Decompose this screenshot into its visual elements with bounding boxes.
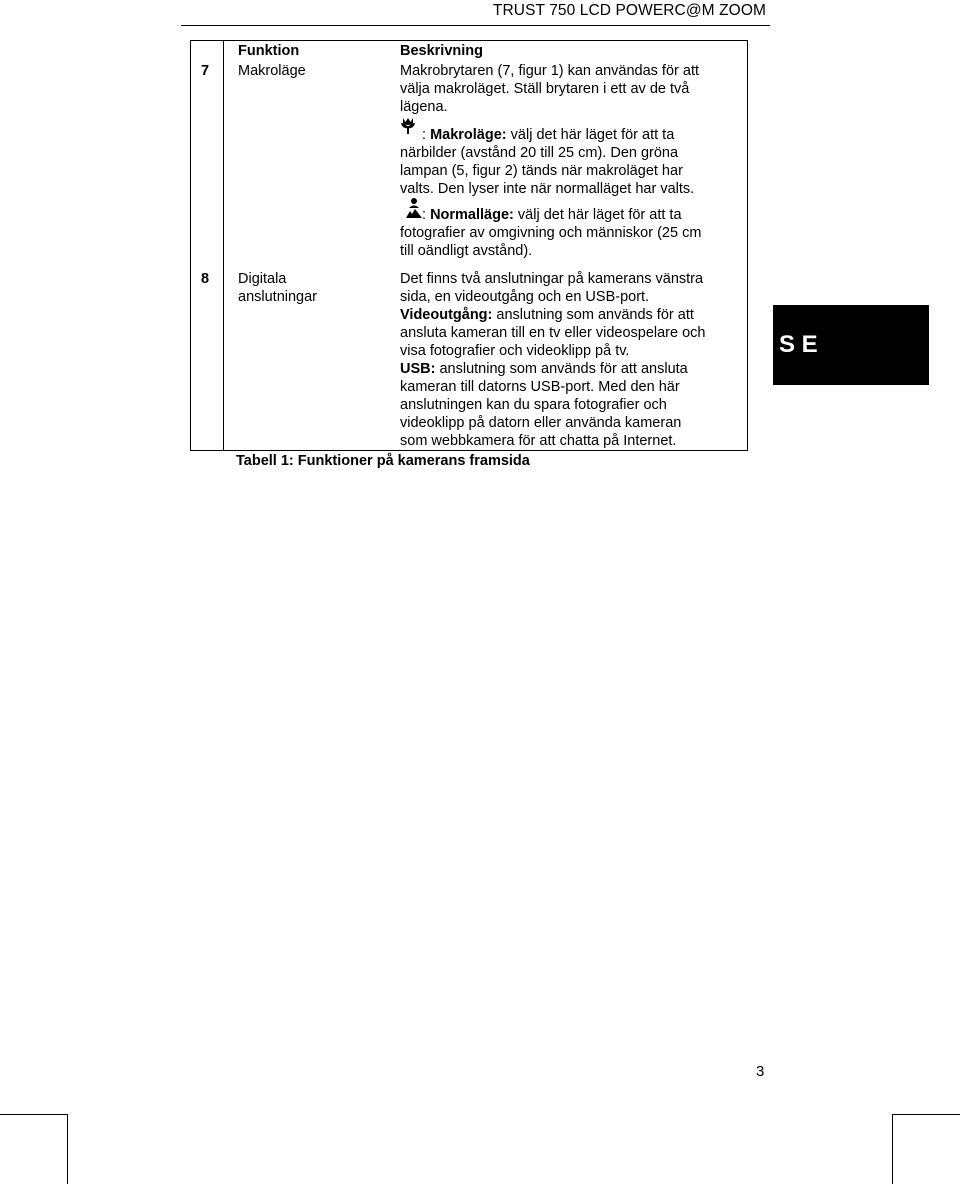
normal-person-mountain-icon <box>406 197 422 219</box>
page-number: 3 <box>756 1063 765 1080</box>
video-out-line: ansluta kameran till en tv eller videospelare och <box>400 325 706 341</box>
usb-line: anslutningen kan du spara fotografier och <box>400 397 667 413</box>
header-description: Beskrivning <box>400 43 483 59</box>
normal-mode-line: till oändligt avstånd). <box>400 243 533 259</box>
row-8-function: Digitala <box>238 271 287 287</box>
table-caption: Tabell 1: Funktioner på kamerans framsida <box>236 453 530 469</box>
normal-mode-text: välj det här läget för att ta <box>513 207 682 223</box>
row-7-intro-line: Makrobrytaren (7, figur 1) kan användas för att <box>400 63 700 79</box>
video-out-label: Videoutgång: <box>400 307 493 323</box>
macro-mode-line: närbilder (avstånd 20 till 25 cm). Den gröna <box>400 145 679 161</box>
row-8-intro-line: sida, en videoutgång och en USB-port. <box>400 289 650 305</box>
header-rule <box>181 25 770 26</box>
page-header-title: TRUST 750 LCD POWERC@M ZOOM <box>492 2 766 19</box>
header-function: Funktion <box>238 43 300 59</box>
usb-line: kameran till datorns USB-port. Med den här <box>400 379 680 395</box>
row-8-function: anslutningar <box>238 289 317 305</box>
table-column-divider <box>223 41 224 450</box>
macro-mode-line: lampan (5, figur 2) tänds när makroläget har <box>400 163 683 179</box>
usb-line: videoklipp på datorn eller använda kameran <box>400 415 682 431</box>
row-8-number: 8 <box>201 271 210 287</box>
row-7-intro-line: lägena. <box>400 99 448 115</box>
video-out-text: anslutning som används för att <box>492 307 694 323</box>
macro-mode-label: Makroläge: <box>430 127 507 143</box>
normal-mode-line: fotografier av omgivning och människor (25 cm <box>400 225 702 241</box>
row-8-intro-line: Det finns två anslutningar på kamerans vänstra <box>400 271 704 287</box>
row-7-number: 7 <box>201 63 210 79</box>
normal-mode-label: Normalläge: <box>430 207 514 223</box>
usb-line: som webbkamera för att chatta på Internet. <box>400 433 677 449</box>
macro-flower-icon <box>400 117 416 135</box>
usb-text: anslutning som används för att ansluta <box>435 361 688 377</box>
functions-table: Funktion Beskrivning 7 Makroläge Makrobrytaren (7, figur 1) kan användas för att välja makroläget. Ställ brytaren i ett av de två lägena. : Makroläge: välj det här läget för att ta närbilder (avstånd 20 till 25 cm). Den gröna lampan (5, figur 2) tänds när makroläget har valts. Den lyser inte när normalläget har valts. : Normalläge: välj det här läget för att ta fotografier av omgivning och människor (25 cm till oändligt avstånd). 8 Digitala anslutningar Det finns två anslutningar på kamerans vänstra sida, en videoutgång och en USB-port. Videoutgång: anslutning som används för att ansluta kameran till en tv eller videospelare och visa fotografier och videoklipp på tv. USB: anslutning som används för att ansluta kameran till datorns USB-port. Med den här anslutningen kan du spara fotografier och videoklipp på datorn eller använda kameran som webbkamera för att chatta på Internet. <box>190 40 748 451</box>
row-7-function: Makroläge <box>238 63 306 79</box>
language-tab: S E <box>773 305 929 385</box>
video-out-line: visa fotografier och videoklipp på tv. <box>400 343 630 359</box>
macro-mode-line: valts. Den lyser inte när normalläget har valts. <box>400 181 695 197</box>
row-7-intro-line: välja makroläget. Ställ brytaren i ett av de två <box>400 81 690 97</box>
usb-label: USB: <box>400 361 436 377</box>
macro-mode-text: välj det här läget för att ta <box>506 127 675 143</box>
